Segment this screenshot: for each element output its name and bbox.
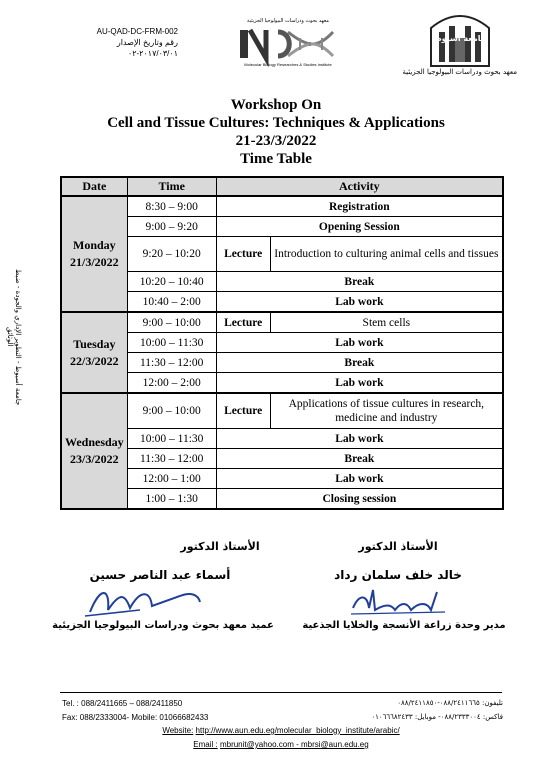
table-row: [61, 489, 503, 510]
time-cell: 12:00 – 2:00: [127, 373, 216, 394]
footer-email: [60, 740, 502, 749]
day-date: 22/3/2022: [70, 353, 119, 368]
issue-label: رقم وتاريخ الإصدار ٢٠١٧/٠٣/٠١-٠٢: [116, 38, 178, 58]
footer-fax-en: Fax: 088/2333004- Mobile: 01066682433: [62, 713, 209, 722]
table-row: [61, 196, 503, 217]
table-row: [61, 272, 503, 292]
timetable: [60, 176, 504, 510]
activity-cell: Applications of tissue cultures in research, medicine and industry: [270, 393, 503, 429]
activity-cell: Break: [216, 272, 503, 292]
activity-cell: Registration: [216, 196, 503, 217]
time-cell: 10:20 – 10:40: [127, 272, 216, 292]
time-cell: 8:30 – 9:00: [127, 196, 216, 217]
title-line-3: 21-23/3/2022: [235, 133, 317, 149]
time-cell: 11:30 – 12:00: [127, 449, 216, 469]
right-signatory-name: خالد خلف سلمان رداد: [334, 568, 462, 582]
activity-cell: Closing session: [216, 489, 503, 510]
activity-cell: Introduction to culturing animal cells and tissues: [270, 237, 503, 272]
left-signatory-title: الأستاذ الدكتور: [180, 540, 260, 553]
right-signatory-role: مدير وحدة زراعة الأنسجة والخلايا الجذعية: [302, 620, 506, 631]
footer-website: [60, 726, 502, 735]
activity-cell: Stem cells: [270, 312, 503, 333]
type-cell: Lecture: [216, 312, 270, 333]
time-cell: 12:00 – 1:00: [127, 469, 216, 489]
table-row: [61, 469, 503, 489]
time-cell: 11:30 – 12:00: [127, 353, 216, 373]
doc-code-text: AU-QAD-DC-FRM-002: [96, 27, 178, 36]
document-code: [88, 26, 178, 59]
logo-english-text: Molecular Biology Researches & Studies Institute: [244, 62, 332, 67]
logo-arabic-text: معهد بحوث ودراسات البيولوجيا الجزيئية: [247, 18, 329, 24]
footer-fax-ar: فاكس: ٠٨٨/٢٣٣٣٠٠٤- موبايل: ٠١٠٦٦٦٨٢٤٣٣: [371, 713, 503, 721]
time-cell: 9:20 – 10:20: [127, 237, 216, 272]
email-link[interactable]: mbrunit@yahoo.com - mbrsi@aun.edu.eg: [219, 740, 369, 749]
title-line-4: Time Table: [240, 151, 312, 167]
table-row: [61, 312, 503, 333]
header-activity: Activity: [216, 177, 503, 196]
time-cell: 10:00 – 11:30: [127, 429, 216, 449]
document-title: [60, 96, 492, 168]
side-stamp-text: جامعة أسيوط - التطوير الإداري والجودة - ضبط الوثائق: [6, 268, 22, 406]
footer-divider: [60, 692, 502, 693]
title-line-1: Workshop On: [230, 97, 322, 113]
left-signatory-name: أسماء عبد الناصر حسين: [89, 568, 231, 582]
day-date: 21/3/2022: [70, 255, 119, 269]
table-row: [61, 353, 503, 373]
day-date: 23/3/2022: [70, 452, 119, 466]
email-label: Email :: [193, 740, 218, 749]
type-cell: Lecture: [216, 237, 270, 272]
right-signatory-title: الأستاذ الدكتور: [358, 540, 438, 553]
table-row: [61, 449, 503, 469]
day-name: Wednesday: [65, 435, 124, 449]
table-row: [61, 393, 503, 429]
left-signature-icon: [80, 582, 210, 618]
footer-tel-ar: تليفون: ٠٨٨/٢٤١١٦٦٥-٠٨٨/٢٤١١٨٥٠: [397, 699, 503, 707]
title-line-2: Cell and Tissue Cultures: Techniques & Applications: [107, 115, 445, 131]
time-cell: 10:40 – 2:00: [127, 292, 216, 313]
time-cell: 9:00 – 9:20: [127, 217, 216, 237]
activity-cell: Lab work: [216, 469, 503, 489]
header-time: Time: [127, 177, 216, 196]
header-date: Date: [61, 177, 127, 196]
table-header-row: [61, 177, 503, 196]
table-row: [61, 373, 503, 394]
activity-cell: Lab work: [216, 333, 503, 353]
time-cell: 10:00 – 11:30: [127, 333, 216, 353]
website-link[interactable]: http://www.aun.edu.eg/molecular_biology_institute/arabic/: [195, 726, 400, 735]
time-cell: 9:00 – 10:00: [127, 312, 216, 333]
time-cell: 1:00 – 1:30: [127, 489, 216, 510]
date-cell-tuesday: [61, 312, 127, 393]
activity-cell: Opening Session: [216, 217, 503, 237]
website-label: Website:: [162, 726, 194, 735]
activity-cell: Lab work: [216, 373, 503, 394]
table-row: [61, 237, 503, 272]
date-cell-wednesday: [61, 393, 127, 509]
day-name: Monday: [73, 238, 116, 252]
institute-name: معهد بحوث ودراسات البيولوجيا الجزيئية: [402, 68, 517, 76]
day-name: Tuesday: [73, 336, 116, 351]
left-signatory-role: عميد معهد بحوث ودراسات البيولوجيا الجزيئية: [52, 620, 274, 631]
activity-cell: Lab work: [216, 292, 503, 313]
time-cell: 9:00 – 10:00: [127, 393, 216, 429]
table-row: [61, 292, 503, 313]
right-signature-icon: [345, 584, 455, 618]
table-row: [61, 429, 503, 449]
dna-logo-icon: [238, 18, 338, 68]
footer-tel-en: Tel. : 088/2411665 – 088/2411850: [62, 699, 183, 708]
activity-cell: Lab work: [216, 429, 503, 449]
university-logo-text: جامعة أسيوط: [433, 34, 487, 43]
activity-cell: Break: [216, 353, 503, 373]
table-row: [61, 333, 503, 353]
activity-cell: Break: [216, 449, 503, 469]
table-row: [61, 217, 503, 237]
type-cell: Lecture: [216, 393, 270, 429]
date-cell-monday: [61, 196, 127, 312]
institute-logo: [238, 18, 338, 68]
